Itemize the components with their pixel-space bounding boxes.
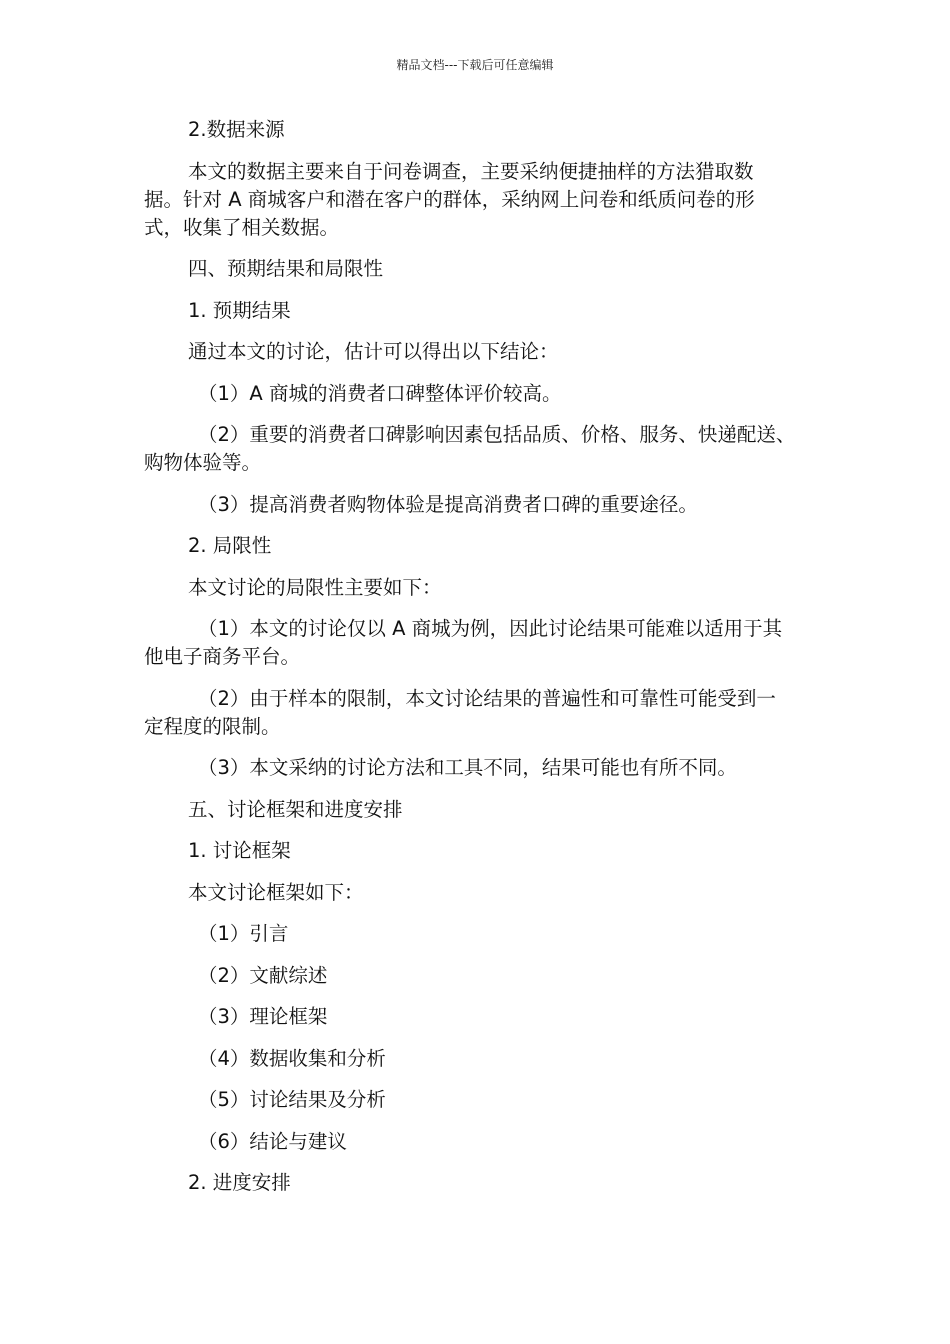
subheading-framework: 1. 讨论框架 [188, 839, 291, 862]
heading-expected-results: 四、预期结果和局限性 [188, 257, 384, 280]
paragraph-line: 定程度的限制。 [144, 714, 281, 738]
paragraph-line: 本文的数据主要来自于问卷调查，主要采纳便捷抽样的方法猎取数 [188, 159, 754, 183]
framework-item: （1）引言 [198, 922, 289, 945]
framework-intro: 本文讨论框架如下： [188, 880, 364, 904]
limitation-item-1 [144, 615, 820, 671]
paragraph-data-source [144, 158, 820, 242]
framework-item: （2）文献综述 [198, 963, 328, 987]
document-body [144, 116, 820, 1211]
paragraph-line: 据。针对 A 商城客户和潜在客户的群体，采纳网上问卷和纸质问卷的形 [144, 187, 755, 211]
framework-item: （4）数据收集和分析 [198, 1046, 386, 1070]
heading-data-source: 2.数据来源 [188, 118, 285, 141]
framework-item: （5）讨论结果及分析 [198, 1088, 386, 1111]
conclusion-item-1: （1）A 商城的消费者口碑整体评价较高。 [198, 381, 562, 405]
subheading-limitations: 2. 局限性 [188, 534, 272, 557]
limitation-item-3: （3）本文采纳的讨论方法和工具不同，结果可能也有所不同。 [198, 756, 737, 779]
heading-framework: 五、讨论框架和进度安排 [188, 797, 403, 821]
page-header: 精品文档---下载后可任意编辑 [396, 58, 554, 72]
paragraph-line: （2）重要的消费者口碑影响因素包括品质、价格、服务、快递配送、 [198, 423, 796, 446]
paragraph-line: 式，收集了相关数据。 [144, 215, 340, 239]
paragraph-line: 他电子商务平台。 [144, 645, 301, 668]
conclusion-item-3: （3）提高消费者购物体验是提高消费者口碑的重要途径。 [198, 492, 698, 516]
limitation-item-2 [144, 685, 820, 741]
subheading-schedule: 2. 进度安排 [188, 1171, 291, 1194]
paragraph-line: 购物体验等。 [144, 451, 262, 474]
subheading-expected: 1. 预期结果 [188, 298, 291, 322]
framework-item: （3）理论框架 [198, 1005, 328, 1028]
paragraph-line: （1）本文的讨论仅以 A 商城为例，因此讨论结果可能难以适用于其 [198, 617, 783, 640]
conclusion-item-2 [144, 421, 820, 477]
expected-intro: 通过本文的讨论，估计可以得出以下结论： [188, 340, 559, 363]
limitations-intro: 本文讨论的局限性主要如下： [188, 575, 442, 599]
framework-item: （6）结论与建议 [198, 1129, 347, 1153]
paragraph-line: （2）由于样本的限制，本文讨论结果的普遍性和可靠性可能受到一 [198, 686, 776, 710]
